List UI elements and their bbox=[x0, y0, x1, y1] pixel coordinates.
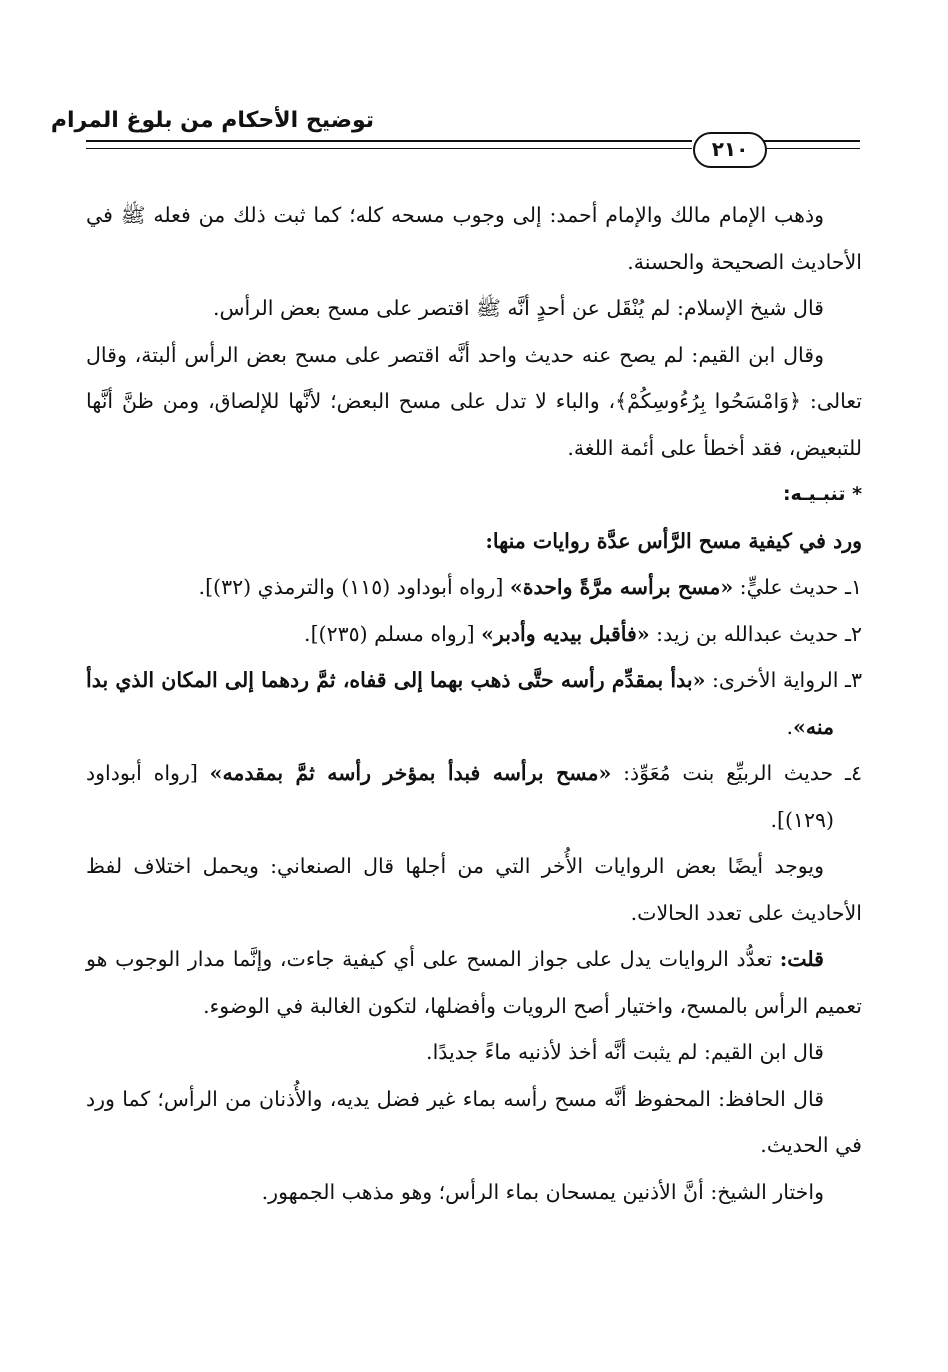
list-item-2 bbox=[86, 611, 862, 658]
item-2-lead: ٢ـ حديث عبدالله بن زيد: bbox=[649, 621, 862, 646]
paragraph-author-comment bbox=[86, 936, 862, 1029]
note-heading: * تنبـيـه: bbox=[782, 483, 862, 505]
item-2-reference: [رواه مسلم (٢٣٥)]. bbox=[304, 621, 482, 646]
item-4-lead: ٤ـ حديث الربيِّع بنت مُعَوِّذ: bbox=[611, 761, 862, 785]
header-rule-left-bottom bbox=[86, 148, 692, 149]
book-title: توضيح الأحكام من بلوغ المرام bbox=[50, 108, 374, 133]
item-3-reference: . bbox=[786, 714, 794, 739]
item-4-hadith: «مسح برأسه فبدأ بمؤخر رأسه ثمَّ بمقدمه» bbox=[209, 761, 612, 785]
list-item-3 bbox=[86, 657, 862, 750]
item-1-lead: ١ـ حديث عليٍّ: bbox=[733, 575, 862, 599]
paragraph-ibn-qayyim-ears: قال ابن القيم: لم يثبت أنَّه أخذ لأذنيه ماءً جديدًا. bbox=[426, 1040, 824, 1064]
list-item-1 bbox=[86, 564, 862, 611]
paragraph-ibn-qayyim: وقال ابن القيم: لم يصح عنه حديث واحد أنَّه اقتصر على مسح بعض الرأس ألبتة، وقال تعالى: ﴿وَامْسَحُوا بِرُءُوسِكُمْ﴾، والباء لا تدل على مسح البعض؛ لأنَّها للإلصاق، ومن ظنَّ أنَّها للتبعيض، فقد أخطأ على أئمة اللغة. bbox=[86, 342, 862, 460]
paragraph-sheikh-islam: قال شيخ الإسلام: لم يُنْقَل عن أحدٍ أنَّه ﷺ اقتصر على مسح بعض الرأس. bbox=[212, 296, 824, 320]
paragraph-sheikh-choice: واختار الشيخ: أنَّ الأذنين يمسحان بماء الرأس؛ وهو مذهب الجمهور. bbox=[261, 1179, 824, 1204]
item-4-reference: [رواه أبوداود (١٢٩)]. bbox=[86, 761, 834, 832]
item-3-hadith: «بدأ بمقدِّم رأسه حتَّى ذهب بهما إلى قفاه، ثمَّ ردهما إلى المكان الذي بدأ منه» bbox=[86, 668, 834, 739]
author-comment-lead: قلت: bbox=[779, 947, 824, 971]
header-rule-right-top bbox=[764, 140, 860, 142]
author-comment-text: تعدُّد الروايات يدل على جواز المسح على أي كيفية جاءت، وإنَّما مدار الوجوب هو تعميم الرأس بالمسح، واختيار أصح الرويات وأفضلها، لتكون الغالبة في الوضوء. bbox=[86, 947, 862, 1018]
body-text bbox=[86, 192, 862, 1215]
list-item-4 bbox=[86, 750, 862, 843]
page-number: ٢١٠ bbox=[693, 132, 767, 168]
paragraph-hafiz: قال الحافظ: المحفوظ أنَّه مسح رأسه بماء غير فضل يديه، والأُذنان من الرأس؛ كما ورد في الحديث. bbox=[86, 1086, 862, 1157]
item-1-reference: [رواه أبوداود (١١٥) والترمذي (٣٢)]. bbox=[198, 575, 510, 599]
paragraph-malik-ahmad: وذهب الإمام مالك والإمام أحمد: إلى وجوب مسحه كله؛ كما ثبت ذلك من فعله ﷺ في الأحاديث الصحيحة والحسنة. bbox=[86, 203, 862, 274]
note-intro: ورد في كيفية مسح الرَّأس عدَّة روايات منها: bbox=[485, 528, 862, 553]
item-3-lead: ٣ـ الرواية الأخرى: bbox=[705, 668, 863, 692]
paragraph-sanani: ويوجد أيضًا بعض الروايات الأُخر التي من أجلها قال الصنعاني: ويحمل اختلاف لفظ الأحاديث على تعدد الحالات. bbox=[86, 854, 862, 925]
item-2-hadith: «فأقبل بيديه وأدبر» bbox=[481, 621, 650, 646]
item-1-hadith: «مسح برأسه مرَّةً واحدة» bbox=[509, 575, 734, 599]
header-rule-left-top bbox=[86, 140, 692, 142]
header-rule-right-bottom bbox=[764, 148, 860, 149]
